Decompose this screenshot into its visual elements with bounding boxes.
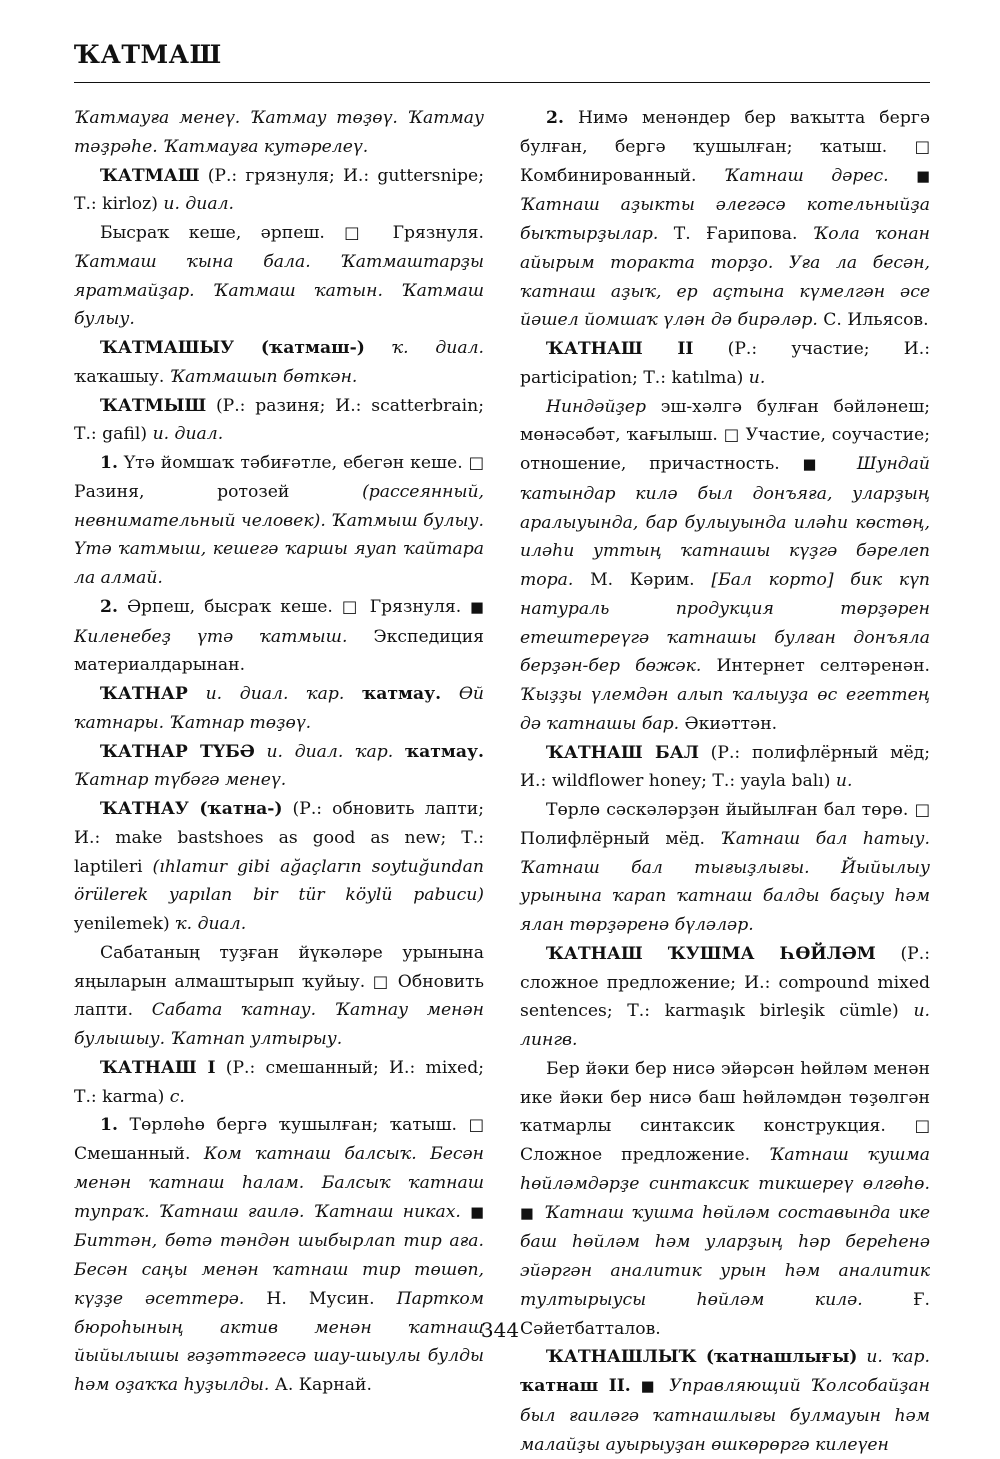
text-run: ҠАТНАШ БАЛ	[546, 742, 699, 763]
open-square-icon: □	[914, 136, 930, 156]
text-run: ҠАТНАУ (ҡатна-)	[100, 799, 283, 819]
open-square-icon: □	[723, 425, 740, 445]
text-run: А. Карнай.	[269, 1375, 372, 1395]
text-run: ҠАТМАШЫУ	[100, 338, 235, 358]
text-run: Ҡатнаш бал һатыу. Ҡатнаш бал тығыҙлығы. Йыйылыу урынына ҡарап ҡатнаш балды баҫыу һәм ялан төрҙәренә бүләләр.	[520, 828, 930, 935]
text-run: С. Ильясов.	[817, 310, 929, 331]
text-run: Ҡатнаш дәрес.	[724, 165, 889, 186]
dictionary-entry	[520, 940, 930, 1055]
dictionary-entry	[520, 1343, 930, 1459]
text-run: Төрлөһө бергә ҡушылған; ҡатыш.	[117, 1115, 469, 1136]
text-run: Интернет селтәренән.	[701, 656, 930, 677]
text-run: Биттән, бөтә тәндән шыбырлап тир аға. Бесән саңы менән ҡатнаш тир төшөп, күҙҙе әсеттерә.	[74, 1231, 484, 1309]
dictionary-entry	[74, 1054, 484, 1112]
text-run	[255, 742, 267, 762]
text-run: Сабатаның туҙған йүкәләре урынына яңыларын алмаштырып ҡуйыу.	[74, 942, 484, 992]
text-run: Бысраҡ кеше, әрпеш.	[100, 223, 345, 243]
text-run	[631, 1376, 641, 1396]
text-run: ҡаҡашыу.	[74, 366, 170, 387]
text-run: 2.	[100, 596, 118, 617]
text-run: Т. Ғарипова.	[658, 224, 813, 244]
dictionary-entry	[74, 738, 484, 796]
text-run: ҡатмау.	[362, 684, 442, 704]
text-run: и.	[835, 771, 853, 792]
text-run: ҠАТНАР	[100, 684, 188, 704]
text-run: (Р.: обновить лапти; И.: make bastshoes as good as new; Т.: laptileri	[74, 799, 484, 877]
text-run: ҠАТНАШ I	[100, 1057, 216, 1078]
text-run: с.	[169, 1086, 185, 1107]
dictionary-entry	[74, 334, 484, 392]
entry-paragraph	[74, 219, 484, 334]
filled-square-icon: ■	[802, 456, 834, 473]
text-run: ҠАТНАШЛЫҠ (ҡатнашлығы)	[546, 1347, 858, 1368]
filled-square-icon: ■	[470, 1203, 484, 1221]
text-run: Төрлө сәскәләрҙән йыйылған бал төрө.	[546, 800, 915, 820]
text-run: Әкиәттән.	[679, 713, 778, 734]
text-run: (Р.: грязнуля; И.: guttersnipe; Т.: kirloz)	[74, 165, 484, 215]
text-run: (Р.: разиня; И.: scatterbrain; Т.: gafil)	[74, 395, 484, 445]
dictionary-entry	[520, 739, 930, 797]
text-run: (рассеянный, невнимательный человек). Ҡатмыш булыу. Үтә ҡатмыш, кешегә ҡаршы яуап ҡайтара ла алмай.	[74, 481, 484, 588]
text-run	[834, 454, 857, 474]
text-run	[365, 338, 392, 358]
entry-paragraph	[520, 393, 930, 739]
dictionary-entry	[520, 335, 930, 393]
text-run: Н. Мусин.	[244, 1288, 397, 1309]
text-run: Сложное предложение.	[520, 1145, 770, 1165]
text-run: и. диал. ҡар.	[266, 741, 394, 762]
text-run: Ҡатмауға менеү. Ҡатмау төҙөү. Ҡатмау тәҙрәһе. Ҡатмауға кутәрелеү.	[74, 108, 484, 157]
text-run: ҡ. диал.	[391, 338, 485, 358]
text-run: ҡатмау.	[404, 741, 484, 762]
text-run: Грязнуля.	[373, 223, 484, 243]
text-run: Ҡатнар түбәгә менеү.	[74, 770, 287, 791]
text-run	[344, 684, 362, 704]
text-run: Ниндәйҙер	[546, 396, 647, 417]
entry-paragraph	[74, 593, 484, 680]
dictionary-entry	[74, 680, 484, 738]
text-run: Полифлёрный мёд.	[520, 828, 721, 849]
open-square-icon: □	[468, 1115, 484, 1135]
text-run: (Р.: полифлёрный мёд; И.: wildflower honey; Т.: yayla balı)	[520, 742, 930, 792]
filled-square-icon: ■	[520, 1204, 537, 1222]
text-run: 1.	[100, 453, 118, 473]
text-run: 1.	[100, 1115, 118, 1136]
text-run: Бер йәки бер нисә эйәрсән һөйләм менән ике йәки бер нисә баш һөйләмдән төҙөлгән ҡатмарлы синтаксик конструкция.	[520, 1058, 930, 1137]
text-run: Ком ҡатнаш балсыҡ. Бесән менән ҡатнаш һалам. Балсыҡ ҡатнаш тупраҡ. Ҡатнаш ғаилә. Ҡатнаш никах.	[74, 1144, 484, 1222]
text-run	[461, 1202, 470, 1222]
page-number: 344	[480, 1318, 520, 1342]
text-run	[889, 166, 917, 186]
text-run: Нимә менәндер бер ваҡытта бергә булған, бергә ҡушылған; ҡатыш.	[520, 108, 930, 157]
open-square-icon: □	[372, 971, 391, 991]
text-run: М. Кәрим.	[573, 570, 712, 590]
text-run	[234, 338, 261, 358]
text-run	[441, 684, 459, 704]
entry-paragraph	[74, 449, 484, 593]
dictionary-entry	[74, 392, 484, 450]
text-run	[659, 1376, 669, 1396]
text-run: Ҡатмашып бөткән.	[169, 366, 358, 387]
text-run: Ғ. Сәйетбатталов.	[520, 1289, 931, 1339]
text-run: Ҡыҙҙы үлемдән алып ҡалыуҙа өс егеттең дә ҡатнашы бар.	[520, 685, 930, 734]
text-run: ҠАТМЫШ	[100, 395, 207, 416]
filled-square-icon: ■	[640, 1378, 660, 1395]
text-run: (ҡатмаш-)	[260, 338, 365, 358]
text-run: Разиня, ротозей	[74, 481, 363, 502]
text-run: 2.	[546, 108, 564, 128]
text-run: Обновить лапти.	[74, 971, 484, 1021]
open-square-icon: □	[914, 1116, 930, 1136]
text-run: Шундай ҡатындар килә был донъяға, уларҙың аралыуында, бар булыуында иләһи көстөң, иләһи уттың ҡатнашы күҙгә бәрелеп тора.	[520, 454, 930, 590]
text-run: Сабата ҡатнау. Ҡатнау менән булышыу. Ҡатнап ултырыу.	[74, 1000, 484, 1049]
text-run: Партком бюроһының актив менән ҡатнаш йыйылышы ғәҙәттәгесә шау-шыулы булды һәм оҙаҡҡа һуҙылды.	[74, 1288, 484, 1395]
header-rule	[74, 82, 930, 83]
text-run: ҡ. диал.	[175, 914, 247, 934]
text-run: и. диал. ҡар.	[205, 684, 345, 704]
open-square-icon: □	[344, 223, 374, 242]
left-column	[74, 104, 484, 1400]
text-run: Экспедиция материалдарынан.	[74, 626, 484, 676]
entry-paragraph	[520, 796, 930, 940]
text-run: и. диал.	[152, 424, 224, 445]
text-run: Грязнуля.	[360, 596, 471, 617]
page-header-title: ҠАТМАШ	[74, 40, 222, 69]
dictionary-entry	[74, 795, 484, 939]
text-run	[857, 1347, 866, 1367]
text-run: ҠАТНАР ТҮБӘ	[100, 741, 255, 762]
text-run: Өй ҡатнары. Ҡатнар төҙөү.	[74, 684, 485, 733]
text-run: и. лингв.	[520, 1001, 930, 1050]
text-run	[188, 684, 206, 704]
text-run: и. ҡар.	[866, 1347, 930, 1368]
filled-square-icon: ■	[916, 167, 930, 185]
text-run	[393, 742, 405, 762]
text-run: ҡатнаш II.	[520, 1376, 631, 1396]
text-run: Ҡатнаш ҡушма һөйләмдәрҙе синтаксик тикшереү өлгөһө.	[520, 1145, 931, 1194]
filled-square-icon: ■	[470, 598, 484, 616]
text-run: и. диал.	[163, 194, 235, 215]
entry-paragraph	[520, 104, 930, 335]
text-run: Әрпеш, бысраҡ кеше.	[117, 596, 342, 617]
text-run: Ҡола ҡонан айырым торакта торҙо. Уға ла бесән, ҡатнаш аҙыҡ, ер аҫтына күмелгән әсе йәшел йомшаҡ үлән дә бирәләр.	[520, 224, 930, 331]
text-run: ҠАТНАШ II	[546, 339, 694, 359]
open-square-icon: □	[468, 453, 484, 472]
text-run: Үтә йомшаҡ тәбиғәтле, ебегән кеше.	[117, 453, 469, 473]
dictionary-entry	[74, 162, 484, 220]
text-run: Комбинированный.	[520, 165, 725, 186]
text-run: Ҡатмаш ҡына бала. Ҡатмаштарҙы яратмайҙар. Ҡатмаш ҡатын. Ҡатмаш булыу.	[74, 251, 484, 330]
entry-paragraph	[74, 939, 484, 1054]
text-run: ҠАТМАШ	[100, 165, 200, 186]
entry-paragraph	[74, 104, 484, 162]
entry-paragraph	[74, 1111, 484, 1400]
text-run: Ҡатнаш аҙыкты әлегәсә котельныйҙа быҡтырҙылар.	[520, 195, 930, 244]
text-run: ҠАТНАШ ҠУШМА ҺӨЙЛӘМ	[546, 943, 876, 964]
open-square-icon: □	[914, 800, 930, 819]
text-run: yenilemek)	[74, 914, 176, 934]
open-square-icon: □	[341, 596, 361, 616]
text-run: и.	[748, 367, 766, 388]
text-run: Киленебеҙ үтә ҡатмыш.	[74, 626, 348, 647]
text-run: (Р.: сложное предложение; И.: compound mixed sentences; Т.: karmaşık birleşik cümle)	[520, 943, 930, 1022]
entry-paragraph	[520, 1055, 930, 1344]
text-run: эш-хәлгә булған бәйләнеш; мөнәсәбәт, ҡағылыш.	[520, 396, 930, 446]
text-run: (ıhlamur gibi ağaçların soytuğundan örülerek yapılan bir tür köylü pabucu)	[74, 856, 485, 906]
text-run: (Р.: участие; И.: participation; Т.: katılma)	[520, 339, 931, 388]
text-run: (Р.: смешанный; И.: mixed; Т.: karma)	[74, 1057, 484, 1107]
right-column	[520, 104, 930, 1459]
text-run: Управляющий Ҡолсобайҙан был ғаиләгә ҡатнашлығы булмауын һәм малайҙы ауырыуҙан өшкөрөргә килеүен	[520, 1376, 930, 1455]
text-run: [Бал корто] бик күп натураль продукция төрҙәрен етештереүгә ҡатнашы булған донъяла берҙән-бер бөжәк.	[520, 570, 930, 677]
text-run: Смешанный.	[74, 1144, 204, 1164]
text-run: Участие, соучастие; отношение, причастность.	[520, 425, 931, 474]
text-run: Ҡатнаш ҡушма һөйләм составында ике баш һөйләм һәм уларҙың һәр береһенә эйәргән аналитик урын һәм аналитик тултырыусы һөйләм килә.	[520, 1202, 930, 1310]
